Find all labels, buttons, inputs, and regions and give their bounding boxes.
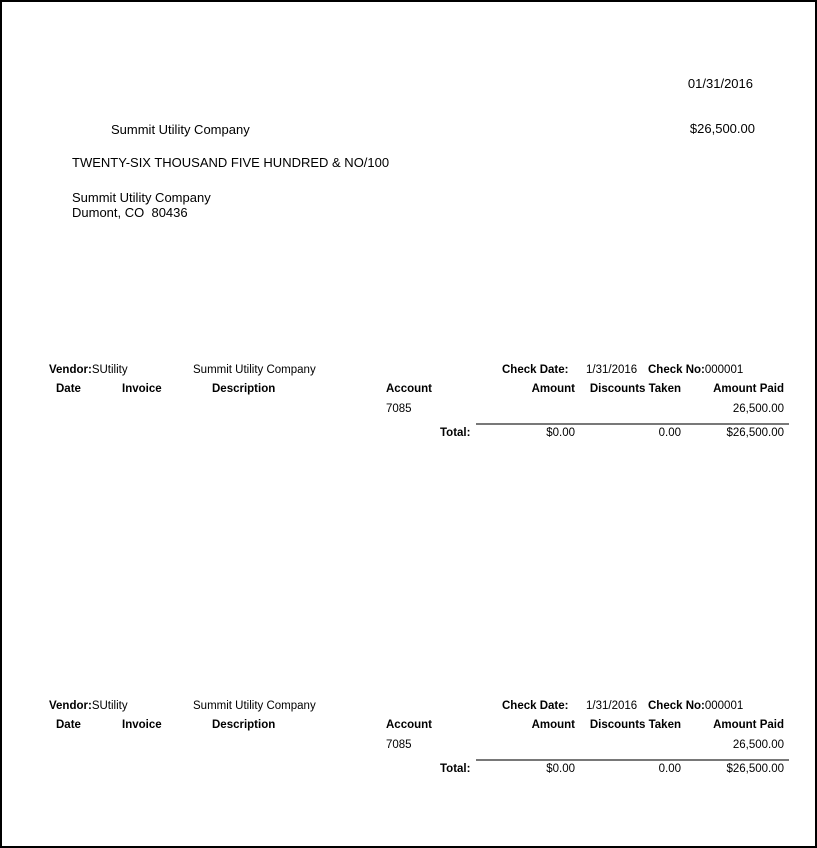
payee-address-city-zip: Dumont, CO 80436 — [72, 205, 188, 220]
column-header-amount: Amount — [531, 719, 575, 731]
check-no-field — [648, 364, 743, 377]
total-amount: $0.00 — [546, 763, 575, 775]
total-amount-paid: $26,500.00 — [726, 763, 784, 775]
column-header-date: Date — [56, 383, 81, 395]
column-header-discounts-taken: Discounts Taken — [589, 383, 681, 395]
column-header-invoice: Invoice — [122, 383, 162, 395]
total-amount: $0.00 — [546, 427, 575, 439]
total-separator-line — [476, 423, 789, 425]
check-no-value: 000001 — [704, 700, 744, 712]
check-no-label: Check No: — [648, 364, 705, 376]
check-no-field — [648, 700, 743, 713]
check-amount-numeric: $26,500.00 — [689, 121, 755, 136]
vendor-field — [49, 364, 128, 377]
stub-check-date: 1/31/2016 — [586, 364, 638, 376]
column-header-discounts-taken: Discounts Taken — [589, 719, 681, 731]
column-header-date: Date — [56, 719, 81, 731]
column-header-account: Account — [386, 719, 432, 731]
stub-check-date: 1/31/2016 — [586, 700, 638, 712]
vendor-name: Summit Utility Company — [193, 700, 316, 712]
payee-address-name: Summit Utility Company — [72, 190, 211, 205]
vendor-code: SUtility — [91, 364, 128, 376]
column-header-amount-paid: Amount Paid — [713, 383, 784, 395]
vendor-code: SUtility — [91, 700, 128, 712]
detail-amount-paid: 26,500.00 — [732, 403, 784, 415]
total-label: Total: — [440, 427, 471, 439]
detail-amount-paid: 26,500.00 — [732, 739, 784, 751]
amount-in-words: TWENTY-SIX THOUSAND FIVE HUNDRED & NO/100 — [72, 155, 390, 170]
check-no-value: 000001 — [704, 364, 744, 376]
check-date: 01/31/2016 — [687, 76, 753, 91]
vendor-label: Vendor: — [49, 364, 92, 376]
total-label: Total: — [440, 763, 471, 775]
column-header-invoice: Invoice — [122, 719, 162, 731]
column-header-description: Description — [212, 383, 276, 395]
total-amount-paid: $26,500.00 — [726, 427, 784, 439]
vendor-label: Vendor: — [49, 700, 92, 712]
column-header-amount-paid: Amount Paid — [713, 719, 784, 731]
detail-account: 7085 — [386, 739, 412, 751]
remittance-stub-top — [2, 364, 815, 446]
detail-account: 7085 — [386, 403, 412, 415]
column-header-account: Account — [386, 383, 432, 395]
check-date-label: Check Date: — [502, 700, 569, 712]
total-separator-line — [476, 759, 789, 761]
vendor-field — [49, 700, 128, 713]
check-no-label: Check No: — [648, 700, 705, 712]
vendor-name: Summit Utility Company — [193, 364, 316, 376]
column-header-description: Description — [212, 719, 276, 731]
check-date-label: Check Date: — [502, 364, 569, 376]
total-discounts-taken: 0.00 — [658, 427, 681, 439]
remittance-stub-bottom — [2, 700, 815, 782]
payee-name: Summit Utility Company — [111, 122, 250, 137]
column-header-amount: Amount — [531, 383, 575, 395]
total-discounts-taken: 0.00 — [658, 763, 681, 775]
